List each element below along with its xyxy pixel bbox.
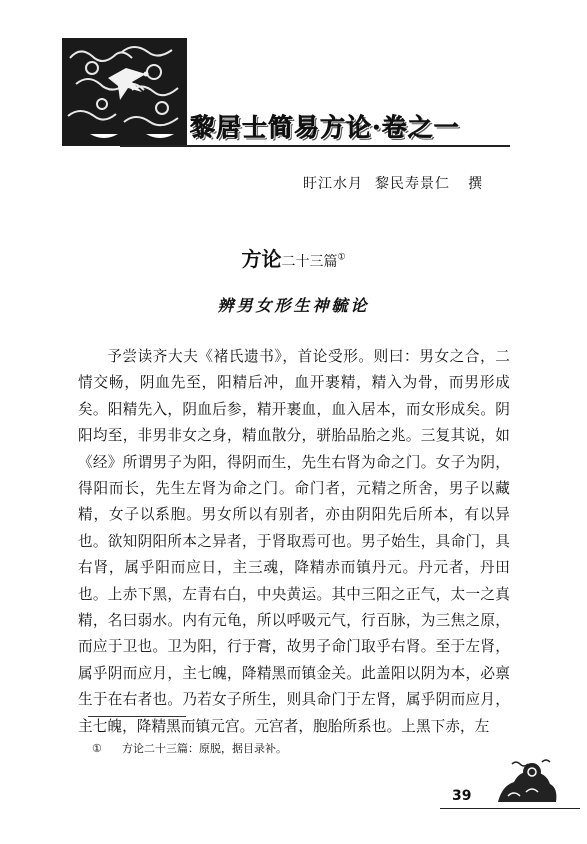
footnote-text: 方论二十三篇：原脱，据目录补。 <box>122 742 287 755</box>
section-title: 方论 <box>241 247 282 271</box>
author-line <box>303 173 483 193</box>
footnote-reference: ① <box>337 252 346 263</box>
page-number: 39 <box>452 788 472 804</box>
author-name: 黎民寿景仁 <box>375 176 450 192</box>
body-paragraph: 予尝读齐大夫《褚氏遗书》，首论受形。则曰：男女之合，二情交畅，阴血先至，阳精后冲，血开裹精，精入为骨，而男形成矣。阳精先入，阴血后参，精开裹血，血入居本，而女形成矣。阴阳均至，非男非女之身，精血散分，骈胎品胎之兆。三复其说，如《经》所谓男子为阳，得阴而生，先生右肾为命之门。女子为阴，得阳而长，先生左肾为命之门。命门者，元精之所舍，男子以藏精，女子以系胞。男女所以有别者，亦由阴阳先后所本，有以异也。欲知阴阳所本之异者，于肾取焉可也。男子始生，具命门，具右肾，属乎阳而应日，主三魂，降精赤而镇丹元。丹元者，丹田也。上赤下黑，左青右白，中央黄运。其中三阳之正气，太一之真精，名曰弱水。内有元龟，所以呼吸元气，行百脉，为三焦之原，而应于卫也。卫为阳，行于膏，故男子命门取乎右肾。至于左肾，属乎阴而应月，主七魄，降精黑而镇金关。此盖阳以阴为本，必禀生于在右者也。乃若女子所生，则具命门于左肾，属乎阴而应月，主七魄，降精黑而镇元宫。元宫者，胞胎所系也。上黑下赤，左 <box>78 348 510 735</box>
lion-ornament-icon <box>492 758 562 808</box>
article-title: 辨男女形生神毓论 <box>217 296 370 315</box>
footnote <box>92 740 287 756</box>
footnote-mark: ① <box>92 742 102 755</box>
section-subtitle: 二十三篇 <box>281 254 338 270</box>
author-place: 盱江水月 <box>303 176 363 192</box>
author-role: 撰 <box>468 176 483 192</box>
footnote-rule <box>88 716 186 717</box>
cloud-crane-ornament-icon <box>62 38 187 146</box>
header-rule <box>120 145 510 147</box>
section-heading <box>0 243 587 272</box>
page-number-rule <box>440 808 580 809</box>
book-title: 黎居士简易方论·卷之一 <box>190 113 460 142</box>
